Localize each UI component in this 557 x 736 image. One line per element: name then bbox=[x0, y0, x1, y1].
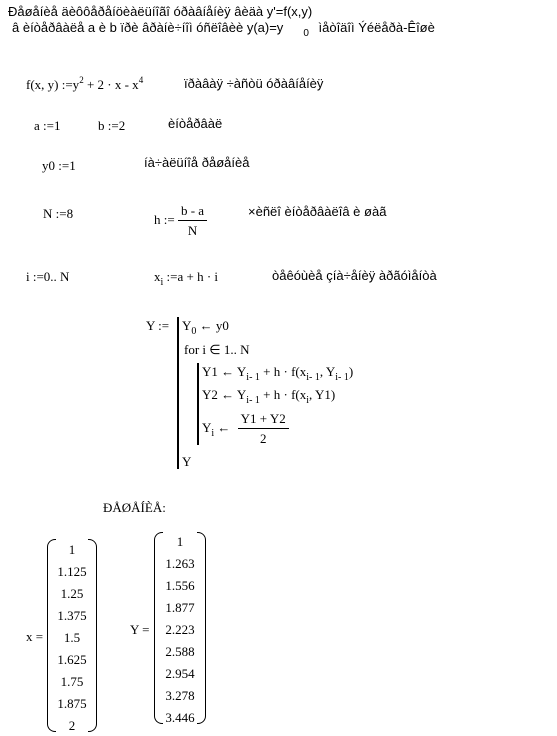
initial-y0[interactable]: y0 :=1 bbox=[42, 158, 76, 173]
result-x-cell: 1.75 bbox=[60, 674, 84, 689]
result-y-label: Y = bbox=[130, 622, 150, 637]
function-exponent-2: 2 bbox=[79, 75, 84, 85]
result-x-cell: 1.625 bbox=[57, 652, 87, 667]
program-y1-b: + h · f(x bbox=[263, 364, 307, 379]
program-line-y1[interactable] bbox=[202, 364, 354, 383]
result-x-cell: 1.875 bbox=[57, 696, 87, 711]
result-x-label: x = bbox=[26, 629, 44, 644]
header-line-2-method: ìåòîäîì Ýéëåðà-Êîøè bbox=[318, 20, 435, 35]
result-x-cell: 1.375 bbox=[57, 608, 87, 623]
header-line-2-subscript: 0 bbox=[303, 28, 309, 39]
result-x-cell: 1.5 bbox=[63, 630, 81, 645]
program-y1-a: Y1 ← Y bbox=[202, 364, 247, 379]
program-yi-denominator: 2 bbox=[259, 431, 267, 446]
function-definition[interactable] bbox=[26, 77, 143, 93]
program-y2-b: + h · f(x bbox=[263, 387, 307, 402]
header-line-2-text: â èíòåðâàëå a è b ïðè âðàíè÷íîì óñëîâèè y(a)=y bbox=[12, 20, 284, 35]
result-y-cell: 2.954 bbox=[165, 666, 195, 681]
result-x-cell: 1.25 bbox=[60, 586, 84, 601]
program-y-subscript-0: 0 bbox=[191, 326, 197, 337]
program-y1-sub-1: i- 1 bbox=[246, 372, 260, 383]
program-y2-a: Y2 ← Y bbox=[202, 387, 247, 402]
step-h-numerator: b - a bbox=[178, 203, 207, 221]
step-comment: ×èñëî èíòåðâàëîâ è øàã bbox=[248, 204, 387, 219]
program-line-y2[interactable] bbox=[202, 387, 336, 406]
result-y-cell: 3.446 bbox=[165, 710, 195, 725]
interval-comment: èíòåðâàë bbox=[168, 116, 223, 131]
step-count-n[interactable]: N :=8 bbox=[43, 206, 74, 221]
result-y-cell: 1.877 bbox=[165, 600, 195, 615]
program-line-1[interactable] bbox=[182, 318, 229, 337]
result-y-cell: 2.223 bbox=[165, 622, 195, 637]
result-x-matrix[interactable] bbox=[47, 539, 97, 732]
program-y1-sub-3: i- 1 bbox=[335, 372, 349, 383]
program-outer-bar bbox=[177, 317, 179, 469]
interval-a[interactable]: a :=1 bbox=[34, 118, 61, 133]
step-h-fraction bbox=[178, 203, 207, 239]
result-x-cell: 1 bbox=[68, 542, 76, 557]
function-exponent-4: 4 bbox=[138, 75, 144, 85]
result-title: ÐÅØÅÍÈÅ: bbox=[103, 500, 166, 515]
program-yi-a: Y bbox=[202, 419, 212, 435]
x-grid-comment: òåêóùèå çíà÷åíèÿ àðãóìåíòà bbox=[272, 268, 437, 283]
range-i[interactable]: i :=0.. N bbox=[26, 269, 70, 284]
program-yi-fraction bbox=[238, 411, 289, 447]
step-h-definition[interactable] bbox=[154, 203, 207, 239]
program-y-var: Y bbox=[182, 318, 192, 333]
step-h-denominator: N bbox=[187, 223, 198, 238]
x-grid-definition[interactable] bbox=[154, 269, 219, 288]
result-y-cell: 1 bbox=[176, 534, 184, 549]
x-grid-subscript: i bbox=[160, 277, 164, 288]
result-y-cell: 2.588 bbox=[165, 644, 195, 659]
program-yi-subscript: i bbox=[211, 427, 215, 439]
interval-b[interactable]: b :=2 bbox=[98, 118, 126, 133]
result-y-matrix[interactable] bbox=[154, 532, 206, 724]
result-y-cell: 3.278 bbox=[165, 688, 195, 703]
result-y-cell: 1.556 bbox=[165, 578, 195, 593]
program-loop-bar bbox=[197, 363, 199, 445]
result-x-cell: 2 bbox=[68, 718, 76, 733]
program-for-loop[interactable]: for i ∈ 1.. N bbox=[184, 342, 250, 357]
program-yi-arrow: ← bbox=[217, 419, 231, 435]
program-y1-sub-2: i- 1 bbox=[306, 372, 320, 383]
header-line-2 bbox=[12, 20, 435, 39]
x-grid-rhs: :=a + h · i bbox=[166, 269, 219, 284]
program-y2-sub-2: i bbox=[306, 395, 310, 406]
program-y2-c: , Y1) bbox=[309, 387, 336, 402]
program-y2-sub-1: i- 1 bbox=[246, 395, 260, 406]
program-assign-y0: ← y0 bbox=[199, 318, 229, 333]
result-y-cell: 1.263 bbox=[165, 556, 195, 571]
step-h-lhs: h := bbox=[154, 211, 175, 227]
function-comment: ïðàâàÿ ÷àñòü óðàâíåíèÿ bbox=[184, 76, 324, 91]
program-lhs: Y := bbox=[146, 318, 170, 333]
result-x-cell: 1.125 bbox=[57, 564, 87, 579]
program-y1-c: , Y bbox=[319, 364, 336, 379]
program-y1-d: ) bbox=[348, 364, 354, 379]
program-line-yi[interactable] bbox=[202, 411, 289, 447]
initial-comment: íà÷àëüíîå ðåøåíèå bbox=[144, 155, 250, 170]
function-lhs: f(x, y) :=y bbox=[26, 77, 80, 92]
function-middle: + 2 · x - x bbox=[86, 77, 139, 92]
header-line-1: Ðåøåíèå äèôôåðåíöèàëüíîãî óðàâíåíèÿ âèäà y'=f(x,y) bbox=[8, 4, 313, 19]
program-yi-numerator: Y1 + Y2 bbox=[238, 411, 289, 429]
program-return-y[interactable]: Y bbox=[182, 454, 192, 469]
x-grid-lhs: x bbox=[154, 269, 161, 284]
